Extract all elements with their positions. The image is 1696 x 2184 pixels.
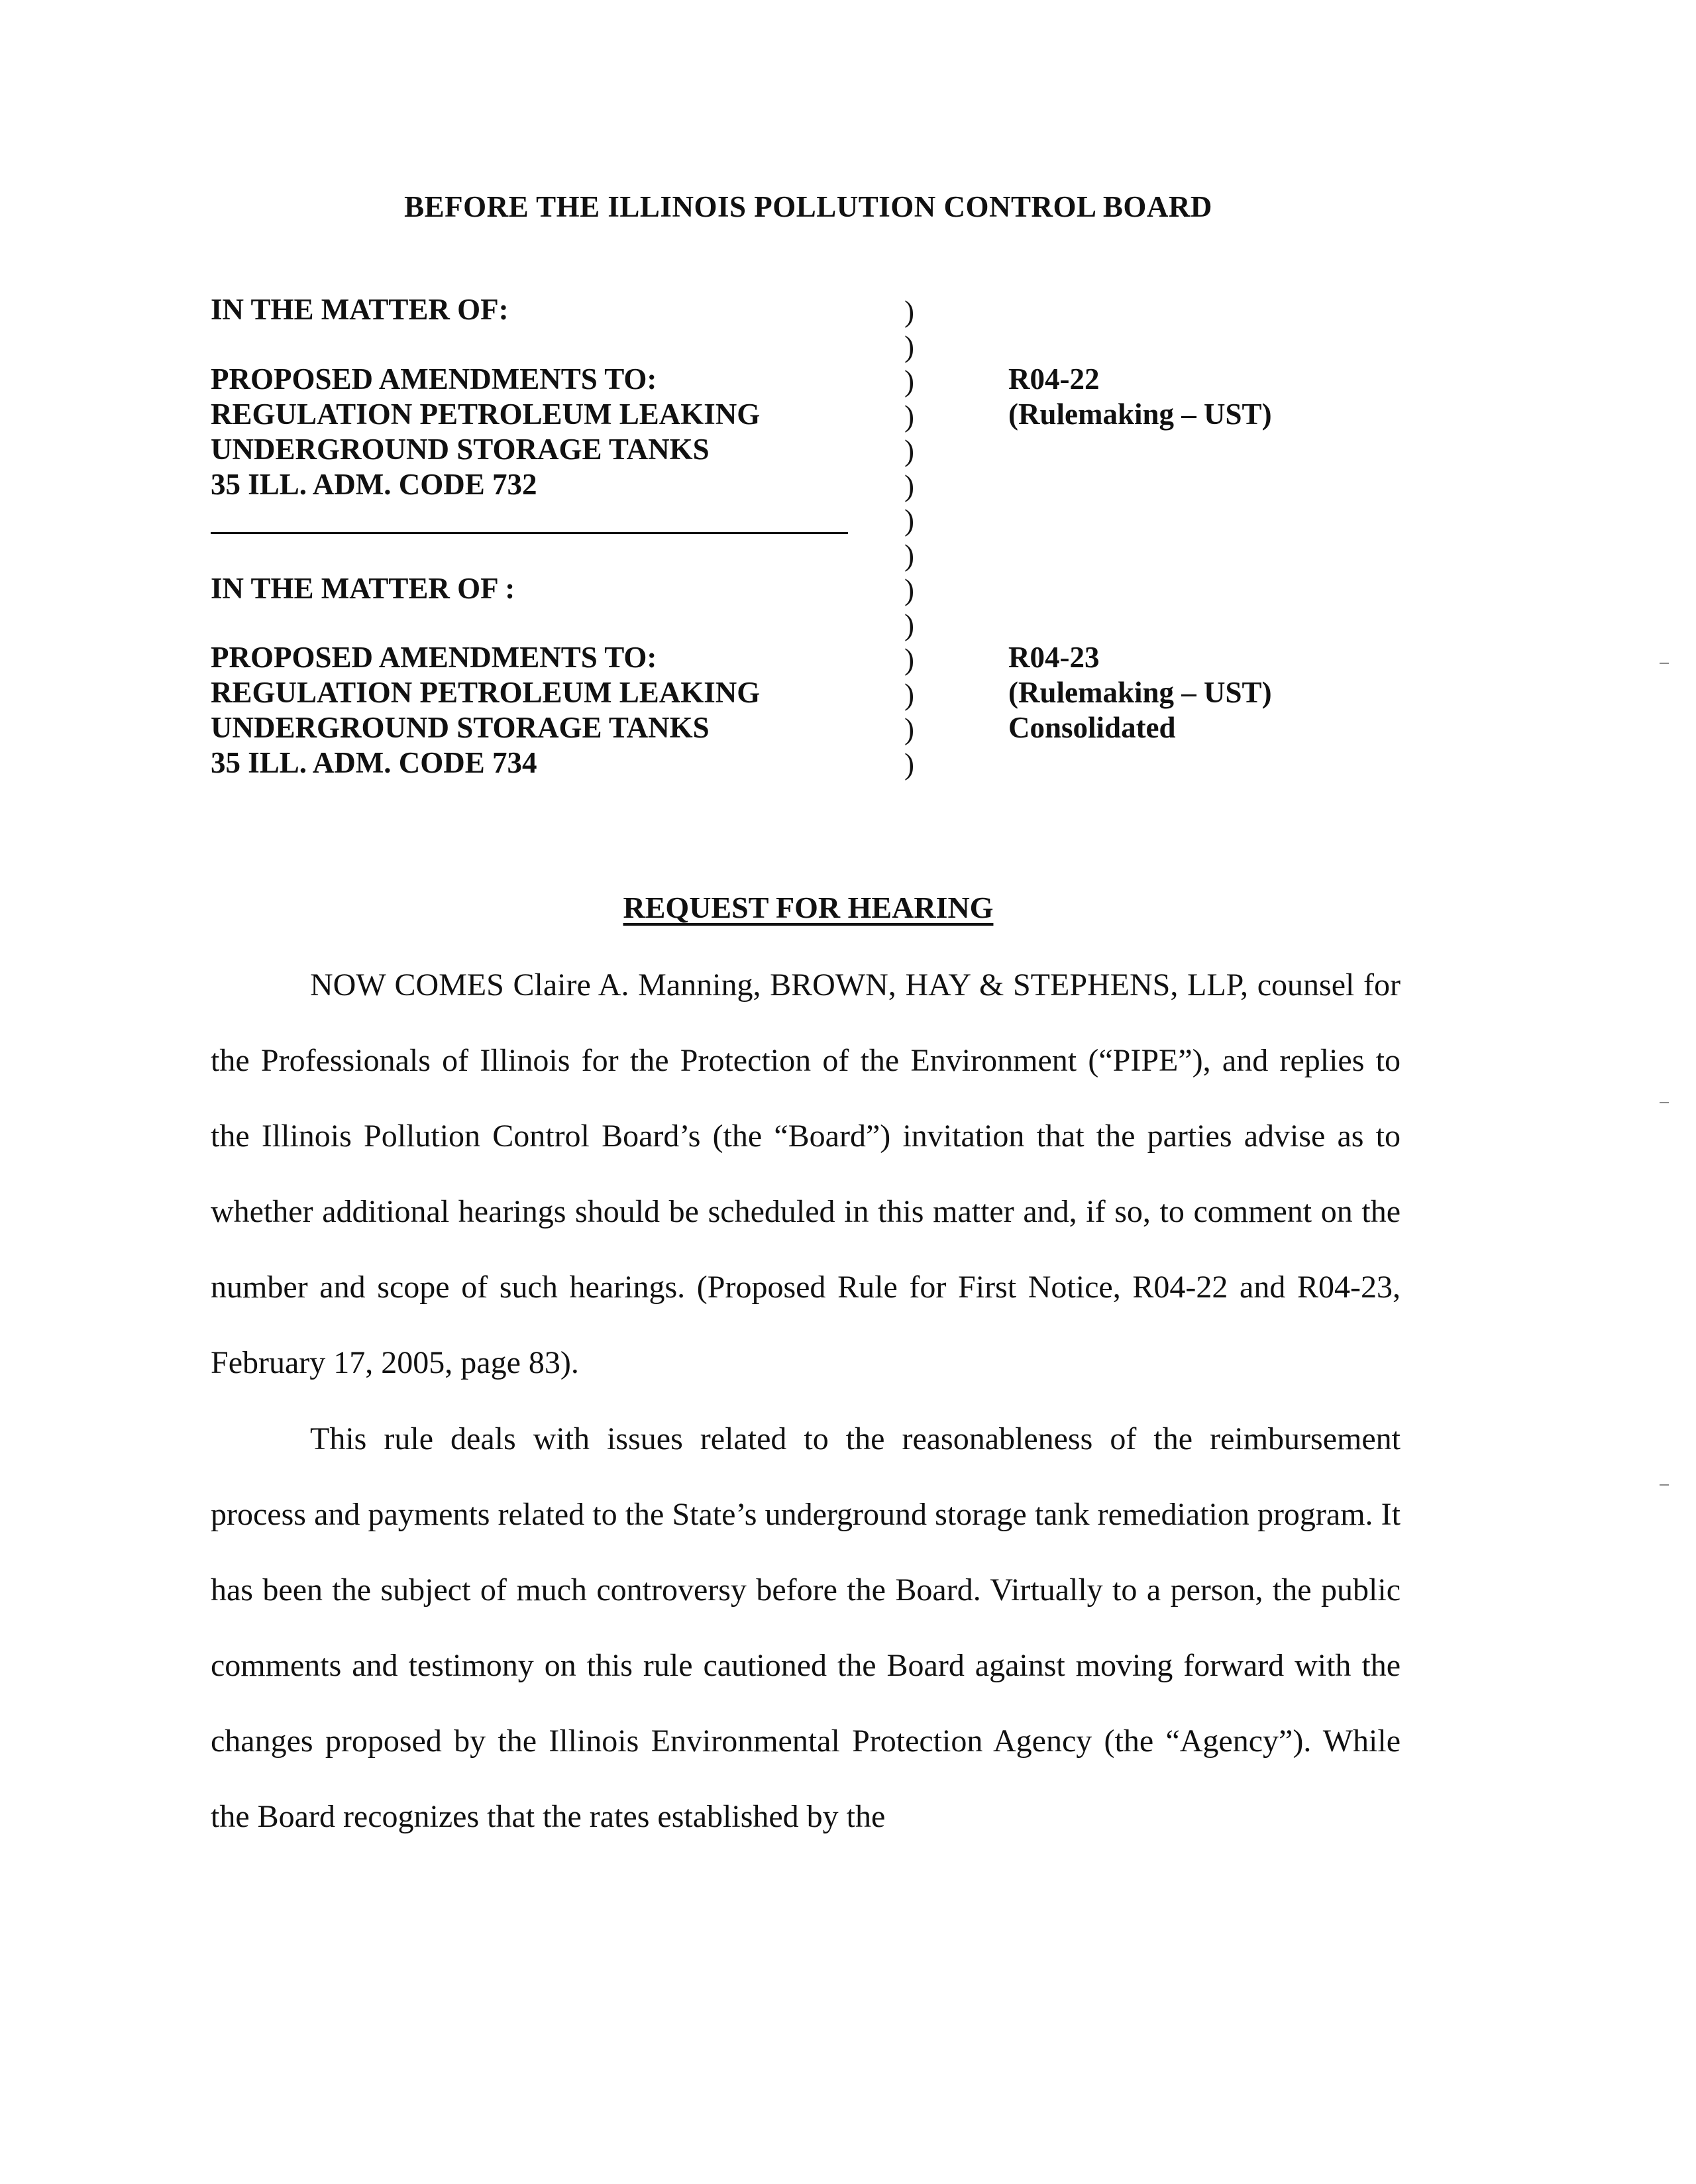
caption-paren-column — [904, 294, 914, 781]
docket-type-2: (Rulemaking – UST) — [1008, 676, 1272, 709]
matter-1-line-1: PROPOSED AMENDMENTS TO: — [211, 362, 657, 396]
document-heading: REQUEST FOR HEARING — [623, 891, 994, 924]
matter-2-line-4: 35 ILL. ADM. CODE 734 — [211, 746, 537, 779]
scan-mark — [1660, 663, 1669, 664]
body-paragraph-2 — [211, 1401, 1401, 1855]
paren: ) — [904, 677, 914, 711]
paren: ) — [904, 295, 914, 328]
paragraph-text: This rule deals with issues related to the reasonableness of the reimbursement process and payments related to the State’s underground storage tank remediation program. It has been the subject of much controversy before the Board. Virtually to a person, the public comments and testimony on this rule cautioned the Board against moving forward with the changes proposed by the Illinois Environmental Protection Agency (the “Agency”). While the Board recognizes that the rates established by the — [211, 1421, 1401, 1834]
matter-2-line-1: PROPOSED AMENDMENTS TO: — [211, 641, 657, 674]
paren: ) — [904, 364, 914, 398]
paren: ) — [904, 468, 914, 502]
matter-2-label: IN THE MATTER OF : — [211, 572, 515, 605]
paren: ) — [904, 434, 914, 467]
paren: ) — [904, 747, 914, 781]
paren: ) — [904, 329, 914, 363]
paren: ) — [904, 712, 914, 745]
matter-2-line-3: UNDERGROUND STORAGE TANKS — [211, 711, 710, 744]
matter-1-line-4: 35 ILL. ADM. CODE 732 — [211, 468, 537, 501]
paragraph-text: NOW COMES Claire A. Manning, BROWN, HAY & STEPHENS, LLP, counsel for the Professionals of Illinois for the Protection of the Environment (“PIPE”), and replies to the Illinois Pollution Control Board’s (the “Board”) invitation that the parties advise as to whether additional hearings should be scheduled in this matter and, if so, to comment on the number and scope of such hearings. (Proposed Rule for First Notice, R04-22 and R04-23, February 17, 2005, page 83). — [211, 967, 1401, 1380]
body-paragraph-1 — [211, 948, 1401, 1401]
docket-number-1: R04-22 — [1008, 362, 1100, 396]
matter-1-line-2: REGULATION PETROLEUM LEAKING — [211, 398, 761, 431]
paren: ) — [904, 573, 914, 606]
scan-mark — [1660, 1102, 1669, 1103]
paren: ) — [904, 538, 914, 572]
court-title: BEFORE THE ILLINOIS POLLUTION CONTROL BOARD — [404, 190, 1212, 223]
matter-1-label: IN THE MATTER OF: — [211, 293, 509, 326]
matter-1-line-3: UNDERGROUND STORAGE TANKS — [211, 433, 710, 466]
paren: ) — [904, 643, 914, 676]
scan-mark — [1660, 1484, 1669, 1486]
caption-divider — [211, 532, 848, 534]
paren: ) — [904, 399, 914, 433]
matter-2-line-2: REGULATION PETROLEUM LEAKING — [211, 676, 761, 709]
docket-number-2: R04-23 — [1008, 641, 1100, 674]
docket-note-2: Consolidated — [1008, 711, 1176, 744]
paren: ) — [904, 608, 914, 641]
paren: ) — [904, 504, 914, 537]
docket-type-1: (Rulemaking – UST) — [1008, 398, 1272, 431]
